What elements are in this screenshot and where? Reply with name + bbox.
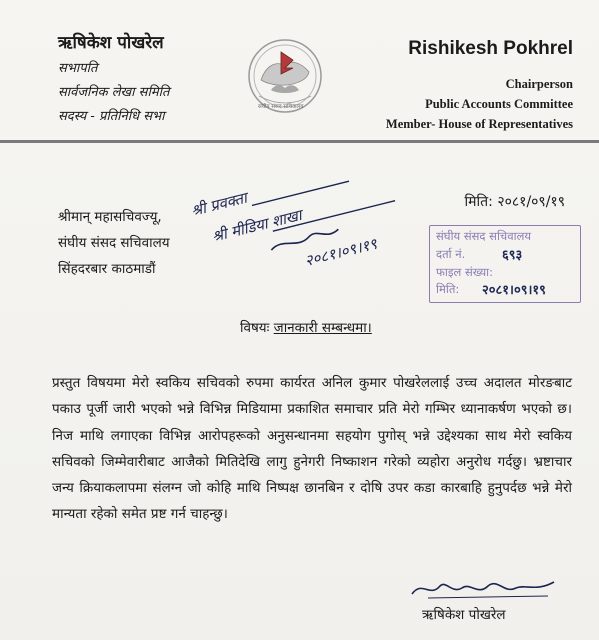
signature-image bbox=[408, 572, 558, 604]
header-membership-nepali: सदस्य - प्रतिनिधि सभा bbox=[58, 109, 165, 124]
emblem-caption: संघीय संसद सचिवालय bbox=[258, 104, 304, 110]
header-name-nepali: ऋषिकेश पोखरेल bbox=[58, 33, 164, 53]
header-title-nepali: सभापति bbox=[58, 61, 98, 76]
handwritten-line-2: श्री मीडिया शाखा bbox=[210, 206, 304, 246]
header-membership-english: Member- House of Representatives bbox=[385, 117, 573, 131]
stamp-date-label: मिति: bbox=[436, 282, 460, 296]
signatory-name: ऋषिकेश पोखरेल bbox=[422, 607, 506, 623]
letter-date: मिति: २०८१/०९/१९ bbox=[464, 194, 565, 210]
stamp-office: संघीय संसद सचिवालय bbox=[436, 229, 532, 243]
header-committee-english: Public Accounts Committee bbox=[425, 97, 573, 111]
letter-body: प्रस्तुत विषयमा मेरो स्वकिय सचिवको रुपमा कार्यरत अनिल कुमार पोखरेललाई उच्च अदालत मोरङबाट पकाउ पूर्जी जारी भएको भन्ने विभिन्न मिडियामा प्रकाशित समाचार प्रति मेरो गम्भिर ध्यानाकर्षण भएको छ। निज माथि लगाएका विभिन्न आरोपहरूको अनुसन्धानमा सहयोग पुगोस् भन्ने उद्देश्यका साथ मेरो स्वकिय सचिवको जिम्मेवारीबाट आजैको मितिदेखि लागु हुनेगरी निष्काशन गरेको व्यहोरा अनुरोध गर्दछु। भ्रष्टाचार जन्य क्रियाकलापमा संलग्न जो कोहि माथि निष्पक्ष छानबिन र दोषि उपर कडा कारबाहि हुनुपर्दछ भन्ने मेरो मान्यता रहेको समेत प्रष्ट गर्न चाहन्छु। bbox=[52, 375, 572, 523]
subject-text: जानकारी सम्बन्धमा। bbox=[273, 320, 372, 336]
addressee-line-3: सिंहदरबार काठमाडौं bbox=[58, 261, 156, 277]
registration-stamp bbox=[429, 225, 581, 303]
addressee-line-2: संघीय संसद सचिवालय bbox=[58, 235, 170, 251]
stamp-date-value: २०८१।०९।१९ bbox=[482, 283, 546, 298]
stamp-file-label: फाइल संख्या: bbox=[436, 265, 493, 279]
handwritten-note bbox=[185, 142, 415, 282]
handwritten-line-1: श्री प्रवक्ता bbox=[189, 188, 249, 220]
stamp-reg-label: दर्ता नं. bbox=[436, 247, 466, 261]
header-name-english: Rishikesh Pokhrel bbox=[408, 38, 573, 59]
stamp-reg-number: ६९३ bbox=[502, 248, 523, 263]
handwritten-line-3: २०८१।०९।१९ bbox=[302, 234, 379, 270]
addressee-line-1: श्रीमान् महासचिवज्यू, bbox=[58, 209, 162, 225]
header-title-english: Chairperson bbox=[505, 77, 573, 91]
subject-line bbox=[240, 318, 372, 336]
header-committee-nepali: सार्वजनिक लेखा समिति bbox=[58, 85, 170, 100]
subject-label: विषयः bbox=[240, 320, 270, 336]
